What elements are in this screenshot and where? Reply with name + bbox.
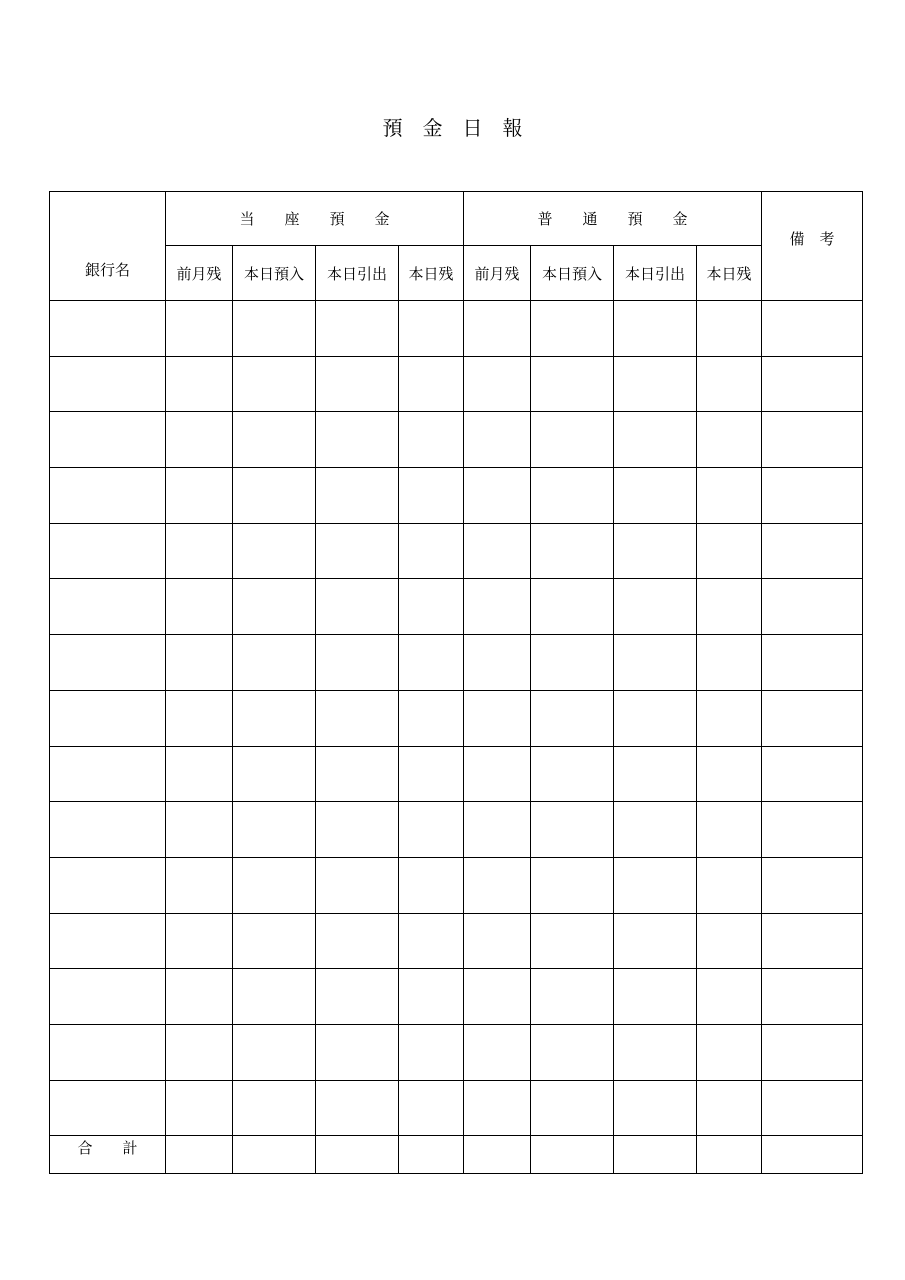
savings-withdrawal-today-cell — [614, 635, 697, 691]
notes-cell — [762, 356, 863, 412]
checking-deposit-today-cell — [233, 913, 316, 969]
checking-prev-balance-cell — [166, 356, 233, 412]
savings-deposit-today-cell — [531, 635, 614, 691]
bank-name-cell — [50, 1080, 166, 1136]
notes-cell — [762, 969, 863, 1025]
checking-balance-today-cell — [399, 802, 464, 858]
checking-deposit-today-cell — [233, 969, 316, 1025]
savings-balance-today-cell — [697, 579, 762, 635]
notes-cell — [762, 1024, 863, 1080]
savings-balance-today-total-cell — [697, 1136, 762, 1174]
checking-withdrawal-today-cell — [316, 523, 399, 579]
checking-prev-balance-cell — [166, 857, 233, 913]
bank-name-cell — [50, 301, 166, 357]
savings-prev-balance-cell — [464, 523, 531, 579]
table-row — [50, 802, 863, 858]
notes-cell — [762, 802, 863, 858]
savings-deposit-today-cell — [531, 523, 614, 579]
checking-prev-balance-cell — [166, 969, 233, 1025]
savings-deposit-today-cell — [531, 913, 614, 969]
bank-name-cell — [50, 969, 166, 1025]
checking-prev-balance-cell — [166, 1024, 233, 1080]
checking-deposit-today-cell — [233, 356, 316, 412]
savings-balance-today-cell — [697, 301, 762, 357]
savings-deposit-today-cell — [531, 857, 614, 913]
notes-cell — [762, 523, 863, 579]
checking-withdrawal-today-cell — [316, 579, 399, 635]
checking-prev-balance-cell — [166, 802, 233, 858]
notes-total-cell — [762, 1136, 863, 1174]
checking-withdrawal-today-cell — [316, 969, 399, 1025]
checking-deposit-today-cell — [233, 802, 316, 858]
savings-balance-today-cell — [697, 746, 762, 802]
savings-prev-balance-total-cell — [464, 1136, 531, 1174]
checking-balance-today-cell — [399, 1024, 464, 1080]
checking-deposit-today-cell — [233, 1024, 316, 1080]
checking-deposit-header: 当 座 預 金 — [166, 192, 464, 246]
savings-withdrawal-today-cell — [614, 857, 697, 913]
table-row — [50, 746, 863, 802]
savings-withdrawal-today-cell — [614, 579, 697, 635]
table-row — [50, 913, 863, 969]
checking-prev-balance-cell — [166, 635, 233, 691]
checking-deposit-today-cell — [233, 523, 316, 579]
table-row — [50, 301, 863, 357]
checking-withdrawal-today-cell — [316, 356, 399, 412]
page-title: 預 金 日 報 — [382, 116, 523, 140]
checking-withdrawal-today-cell — [316, 301, 399, 357]
savings-prev-balance-cell — [464, 746, 531, 802]
checking-prev-balance-total-cell — [166, 1136, 233, 1174]
bank-name-cell — [50, 635, 166, 691]
checking-prev-balance-cell — [166, 301, 233, 357]
savings-withdrawal-today-total-cell — [614, 1136, 697, 1174]
savings-withdrawal-today-cell — [614, 802, 697, 858]
bank-name-cell — [50, 746, 166, 802]
checking-deposit-today-cell — [233, 301, 316, 357]
savings-withdrawal-today-cell — [614, 356, 697, 412]
checking-balance-today-cell — [399, 857, 464, 913]
table-row — [50, 523, 863, 579]
savings-withdrawal-today-cell — [614, 412, 697, 468]
checking-prev-balance-cell — [166, 579, 233, 635]
savings-deposit-today-header: 本日預入 — [531, 246, 614, 301]
savings-balance-today-cell — [697, 690, 762, 746]
bank-name-cell — [50, 802, 166, 858]
savings-prev-balance-cell — [464, 356, 531, 412]
checking-deposit-today-cell — [233, 1080, 316, 1136]
notes-cell — [762, 635, 863, 691]
notes-cell — [762, 468, 863, 524]
savings-prev-balance-cell — [464, 913, 531, 969]
savings-prev-balance-cell — [464, 802, 531, 858]
savings-balance-today-header: 本日残 — [697, 246, 762, 301]
savings-balance-today-cell — [697, 468, 762, 524]
total-row — [50, 1136, 863, 1174]
table-row — [50, 635, 863, 691]
savings-deposit-header: 普 通 預 金 — [464, 192, 762, 246]
checking-prev-balance-cell — [166, 690, 233, 746]
checking-withdrawal-today-cell — [316, 1080, 399, 1136]
savings-balance-today-cell — [697, 1024, 762, 1080]
checking-prev-balance-cell — [166, 1080, 233, 1136]
checking-balance-today-total-cell — [399, 1136, 464, 1174]
header-row-groups — [50, 192, 863, 246]
notes-header: 備 考 — [762, 192, 863, 301]
notes-cell — [762, 579, 863, 635]
checking-deposit-today-header: 本日預入 — [233, 246, 316, 301]
checking-deposit-today-cell — [233, 746, 316, 802]
checking-deposit-today-cell — [233, 579, 316, 635]
savings-balance-today-cell — [697, 969, 762, 1025]
savings-balance-today-cell — [697, 802, 762, 858]
savings-withdrawal-today-cell — [614, 913, 697, 969]
bank-name-cell — [50, 579, 166, 635]
notes-cell — [762, 857, 863, 913]
header-row-subcolumns — [50, 246, 863, 301]
checking-balance-today-cell — [399, 1080, 464, 1136]
table-row — [50, 579, 863, 635]
bank-name-cell — [50, 412, 166, 468]
savings-balance-today-cell — [697, 857, 762, 913]
bank-name-cell — [50, 468, 166, 524]
checking-prev-balance-cell — [166, 468, 233, 524]
savings-prev-balance-cell — [464, 969, 531, 1025]
checking-balance-today-cell — [399, 913, 464, 969]
savings-prev-balance-cell — [464, 468, 531, 524]
checking-withdrawal-today-cell — [316, 690, 399, 746]
savings-prev-balance-cell — [464, 635, 531, 691]
checking-balance-today-cell — [399, 690, 464, 746]
savings-balance-today-cell — [697, 523, 762, 579]
notes-cell — [762, 1080, 863, 1136]
checking-balance-today-cell — [399, 356, 464, 412]
checking-deposit-today-cell — [233, 690, 316, 746]
checking-deposit-today-cell — [233, 857, 316, 913]
savings-deposit-today-cell — [531, 412, 614, 468]
notes-cell — [762, 746, 863, 802]
checking-prev-balance-cell — [166, 746, 233, 802]
savings-withdrawal-today-cell — [614, 690, 697, 746]
checking-withdrawal-today-cell — [316, 635, 399, 691]
savings-prev-balance-cell — [464, 690, 531, 746]
table-row — [50, 969, 863, 1025]
table-row — [50, 468, 863, 524]
total-label: 合 計 — [50, 1136, 166, 1174]
checking-withdrawal-today-total-cell — [316, 1136, 399, 1174]
savings-balance-today-cell — [697, 412, 762, 468]
savings-withdrawal-today-cell — [614, 468, 697, 524]
savings-deposit-today-cell — [531, 969, 614, 1025]
savings-prev-balance-header: 前月残 — [464, 246, 531, 301]
savings-deposit-today-cell — [531, 1080, 614, 1136]
savings-deposit-today-cell — [531, 579, 614, 635]
savings-deposit-today-total-cell — [531, 1136, 614, 1174]
table-row — [50, 690, 863, 746]
notes-cell — [762, 301, 863, 357]
bank-name-cell — [50, 913, 166, 969]
checking-withdrawal-today-cell — [316, 857, 399, 913]
checking-balance-today-cell — [399, 746, 464, 802]
checking-withdrawal-today-cell — [316, 1024, 399, 1080]
checking-prev-balance-cell — [166, 913, 233, 969]
checking-withdrawal-today-header: 本日引出 — [316, 246, 399, 301]
notes-cell — [762, 913, 863, 969]
checking-withdrawal-today-cell — [316, 468, 399, 524]
table-row — [50, 1024, 863, 1080]
notes-cell — [762, 690, 863, 746]
table-row — [50, 412, 863, 468]
savings-withdrawal-today-cell — [614, 1024, 697, 1080]
checking-balance-today-cell — [399, 969, 464, 1025]
checking-balance-today-cell — [399, 301, 464, 357]
checking-prev-balance-cell — [166, 523, 233, 579]
savings-deposit-today-cell — [531, 746, 614, 802]
savings-withdrawal-today-cell — [614, 746, 697, 802]
checking-withdrawal-today-cell — [316, 412, 399, 468]
bank-name-cell — [50, 523, 166, 579]
bank-name-cell — [50, 857, 166, 913]
savings-prev-balance-cell — [464, 301, 531, 357]
deposit-ledger-table — [49, 191, 863, 1174]
savings-balance-today-cell — [697, 635, 762, 691]
bank-name-cell — [50, 356, 166, 412]
checking-withdrawal-today-cell — [316, 913, 399, 969]
checking-balance-today-cell — [399, 635, 464, 691]
checking-balance-today-cell — [399, 468, 464, 524]
savings-deposit-today-cell — [531, 356, 614, 412]
checking-withdrawal-today-cell — [316, 746, 399, 802]
savings-deposit-today-cell — [531, 690, 614, 746]
savings-prev-balance-cell — [464, 1024, 531, 1080]
savings-deposit-today-cell — [531, 1024, 614, 1080]
checking-balance-today-header: 本日残 — [399, 246, 464, 301]
savings-balance-today-cell — [697, 913, 762, 969]
savings-prev-balance-cell — [464, 1080, 531, 1136]
savings-deposit-today-cell — [531, 802, 614, 858]
savings-withdrawal-today-cell — [614, 1080, 697, 1136]
table-row — [50, 857, 863, 913]
table-row — [50, 1080, 863, 1136]
notes-cell — [762, 412, 863, 468]
bank-name-cell — [50, 1024, 166, 1080]
checking-deposit-today-cell — [233, 412, 316, 468]
checking-balance-today-cell — [399, 523, 464, 579]
bank-name-cell — [50, 690, 166, 746]
savings-deposit-today-cell — [531, 301, 614, 357]
checking-prev-balance-header: 前月残 — [166, 246, 233, 301]
savings-prev-balance-cell — [464, 412, 531, 468]
savings-balance-today-cell — [697, 356, 762, 412]
savings-prev-balance-cell — [464, 857, 531, 913]
savings-withdrawal-today-cell — [614, 301, 697, 357]
savings-withdrawal-today-header: 本日引出 — [614, 246, 697, 301]
savings-withdrawal-today-cell — [614, 969, 697, 1025]
checking-prev-balance-cell — [166, 412, 233, 468]
savings-prev-balance-cell — [464, 579, 531, 635]
checking-balance-today-cell — [399, 412, 464, 468]
savings-deposit-today-cell — [531, 468, 614, 524]
savings-withdrawal-today-cell — [614, 523, 697, 579]
savings-balance-today-cell — [697, 1080, 762, 1136]
checking-balance-today-cell — [399, 579, 464, 635]
bank-name-header: 銀行名 — [50, 192, 166, 301]
checking-deposit-today-cell — [233, 635, 316, 691]
table-row — [50, 356, 863, 412]
checking-deposit-today-cell — [233, 468, 316, 524]
checking-deposit-today-total-cell — [233, 1136, 316, 1174]
checking-withdrawal-today-cell — [316, 802, 399, 858]
